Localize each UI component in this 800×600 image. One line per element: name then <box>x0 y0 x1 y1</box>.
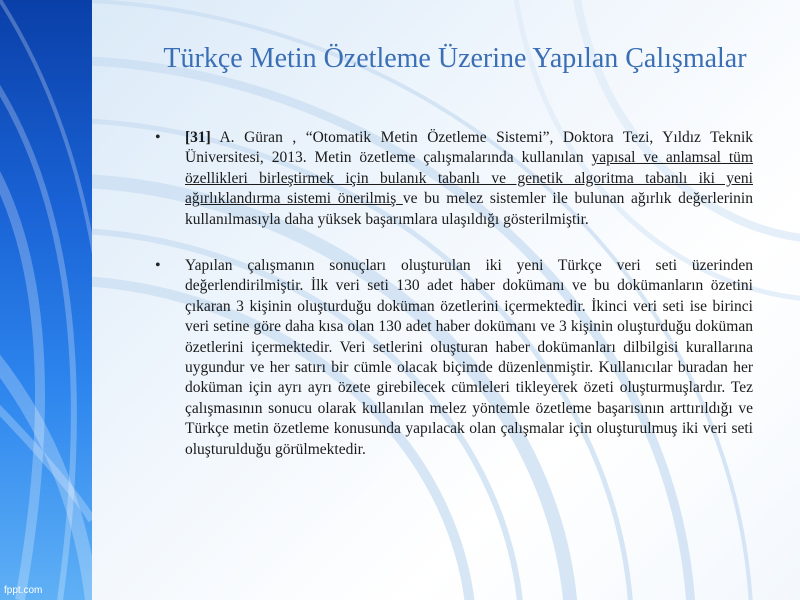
slide-title: Türkçe Metin Özetleme Üzerine Yapılan Çalışmalar <box>163 43 747 74</box>
slide-content <box>155 128 753 486</box>
background-blue-panel <box>0 0 92 600</box>
results-paragraph: Yapılan çalışmanın sonuçları oluşturulan iki yeni Türkçe veri seti üzerinden değerlendirilmiştir. İlk veri seti 130 adet haber dokümanı ve bu dokümanların özetini çıkaran 3 kişinin oluşturduğu doküman özetlerini içermektedir. İkinci veri seti ise birinci veri setine göre daha kısa olan 130 adet haber dokümanı ve 3 kişinin oluşturduğu doküman özetlerini içermektedir. Veri setlerini oluşturan haber dokümanları dilbilgisi kurallarına uygundur ve her satırı bir cümle olacak biçimde düzenlenmiştir. Kullanıcılar buradan her doküman için ayrı ayrı özete girebilecek cümleleri tikleyerek özeti oluşturmuşlardır. Tez çalışmasının sonucu olarak kullanılan melez yöntemle özetleme başarısının arttırıldığı ve Türkçe metin özetleme konusunda yapılacak olan çalışmalar için oluşturulmuş iki veri seti oluşturulduğu görülmektedir. <box>185 257 753 458</box>
background-swirl-left <box>0 0 92 600</box>
bullet-icon: • <box>155 257 161 275</box>
reference-text-start: A. Güran , “Otomatik Metin Özetleme Sistemi”, Doktora Tezi, Yıldız Teknik Üniversitesi, 2013. Metin özetleme çalışmalarında kullanılan <box>185 129 753 167</box>
reference-paragraph <box>185 128 753 230</box>
reference-number: [31] <box>185 129 211 146</box>
reference-text-end: ve bu melez sistemler ile bulunan ağırlık değerlerinin kullanılmasıyla daha yüksek başarımlara ulaşıldığı gösterilmiştir. <box>185 190 753 228</box>
bullet-icon: • <box>155 129 161 146</box>
bullet-item-results <box>155 256 753 460</box>
bullet-item-reference <box>155 128 753 230</box>
footer-logo: fppt.com <box>4 585 43 596</box>
underlined-phrase: yapısal ve anlamsal tüm özellikleri birleştirmek için bulanık tabanlı ve genetik algoritma tabanlı iki yeni ağırlıklandırma sistemi önerilmiş <box>185 149 753 208</box>
